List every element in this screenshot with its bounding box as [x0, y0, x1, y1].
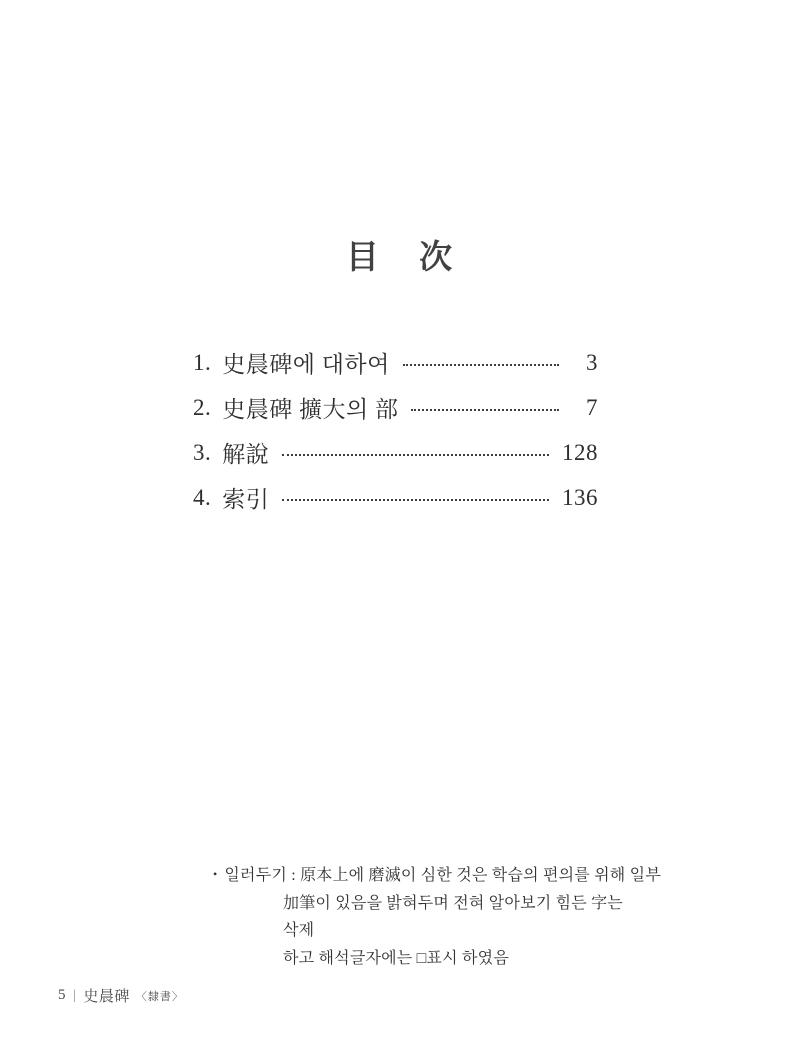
dot-leader [282, 499, 549, 501]
toc-item [193, 475, 598, 520]
page-title: 目 次 [345, 240, 455, 276]
toc-item [193, 385, 598, 430]
toc-item-page: 3 [586, 349, 598, 375]
toc-item-page: 128 [562, 439, 598, 465]
footer-script-type: 〈隸書〉 [135, 990, 184, 1003]
note-block [213, 861, 661, 972]
footer-page-number: 5 [58, 987, 66, 1003]
toc-item-label: 索引 [222, 487, 270, 512]
dot-leader [411, 409, 559, 411]
page-footer [58, 985, 184, 1006]
footer-separator: | [73, 987, 77, 1003]
note-line-2: 加筆이 있음을 밝혀두며 전혀 알아보기 힘든 字는 삭제 [283, 894, 623, 939]
footer-book-title: 史晨碑 [83, 989, 130, 1005]
note-line-1 [213, 861, 661, 890]
note-line-3: 하고 해석글자에는 □표시 하였음 [283, 949, 509, 967]
toc-item-page: 136 [562, 484, 598, 510]
bullet-icon: • [213, 867, 218, 881]
dot-leader [282, 454, 549, 456]
toc-item-number: 3. [193, 439, 212, 465]
toc-item-number: 4. [193, 484, 212, 510]
toc-item-label: 解說 [222, 442, 270, 467]
note-text-1: 일러두기 : 原本上에 磨滅이 심한 것은 학습의 편의를 위해 일부 [224, 867, 661, 884]
toc-item [193, 430, 598, 475]
toc-item-number: 2. [193, 394, 212, 420]
toc-item-page: 7 [586, 394, 598, 420]
dot-leader [403, 364, 559, 366]
toc-item-number: 1. [193, 349, 212, 375]
table-of-contents [193, 340, 598, 520]
toc-item [193, 340, 598, 385]
toc-item-label: 史晨碑에 대하여 [222, 352, 390, 377]
toc-item-label: 史晨碑 擴大의 部 [222, 397, 399, 422]
